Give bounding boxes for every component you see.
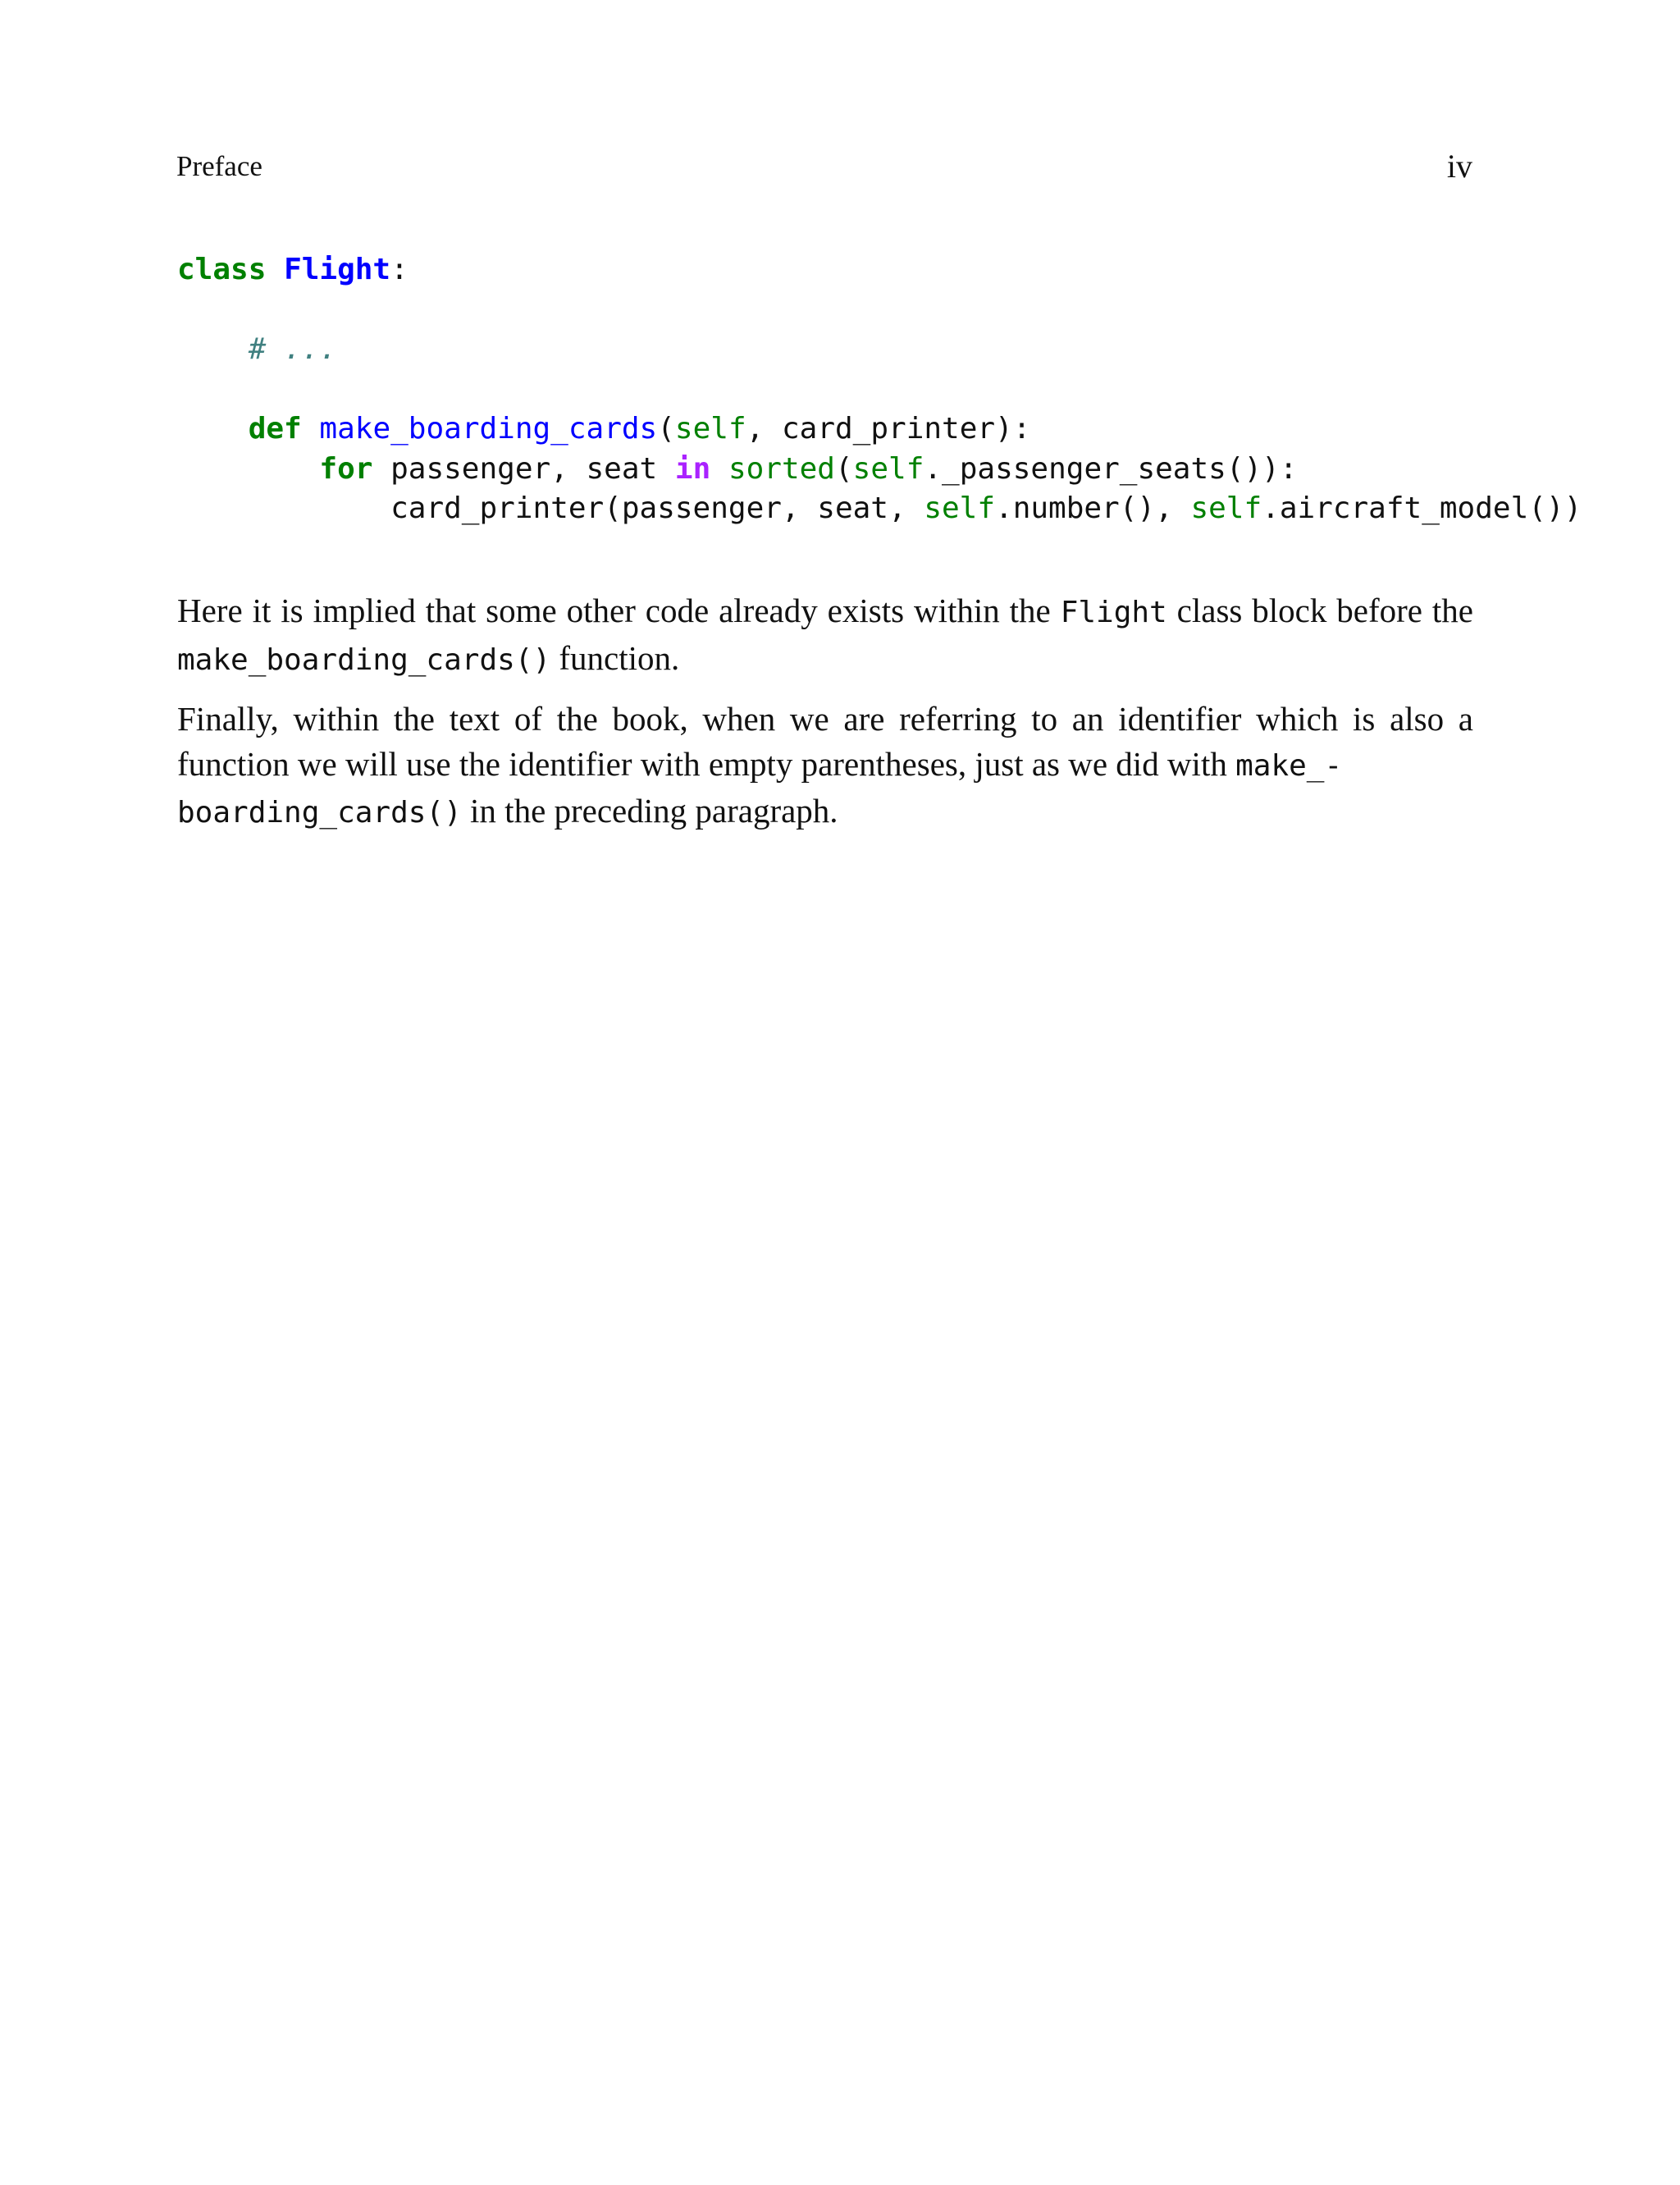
class-name: Flight <box>284 253 391 286</box>
keyword-class: class <box>177 253 267 286</box>
code-line-for: for passenger, seat in sorted(self._passenger_seats()): <box>319 451 1298 486</box>
self-token: self <box>674 412 746 446</box>
running-head-section: Preface <box>176 150 262 182</box>
self-token: self <box>924 491 996 525</box>
keyword-in: in <box>674 451 711 486</box>
paragraph-function-identifiers: Finally, within the text of the book, when we are referring to an identifier which is also a function we will use the identifier with empty parentheses, just as we did with make_- boarding_cards() in the preceding paragraph. <box>177 700 1473 830</box>
inline-code-make-boarding-cards-part1: make_- <box>1235 748 1343 783</box>
paragraph-implied-code: Here it is implied that some other code already exists within the Flight class block before the make_boarding_cards() function. <box>177 592 1473 677</box>
builtin-sorted: sorted <box>728 451 835 486</box>
inline-code-make-boarding-cards-part2: boarding_cards() <box>177 796 462 830</box>
code-line-class <box>177 250 1582 290</box>
code-blank-line <box>177 370 1582 410</box>
inline-code-make-boarding-cards: make_boarding_cards() <box>177 642 551 677</box>
code-line-comment <box>177 330 1582 370</box>
code-blank-line <box>177 290 1582 331</box>
function-name: make_boarding_cards <box>319 412 658 446</box>
code-comment: # ... <box>248 332 338 366</box>
self-token: self <box>1190 491 1262 525</box>
self-token: self <box>852 451 924 486</box>
keyword-for: for <box>319 451 373 486</box>
code-punct: : <box>390 253 409 286</box>
inline-code-flight: Flight <box>1060 596 1167 629</box>
keyword-def: def <box>248 412 302 446</box>
page-number: iv <box>1446 148 1472 185</box>
code-listing <box>177 250 1582 529</box>
running-head <box>176 146 1472 187</box>
code-line-def: def make_boarding_cards(self, card_printer): <box>248 412 1031 446</box>
code-line-call: card_printer(passenger, seat, self.number(), self.aircraft_model()) <box>390 491 1582 525</box>
